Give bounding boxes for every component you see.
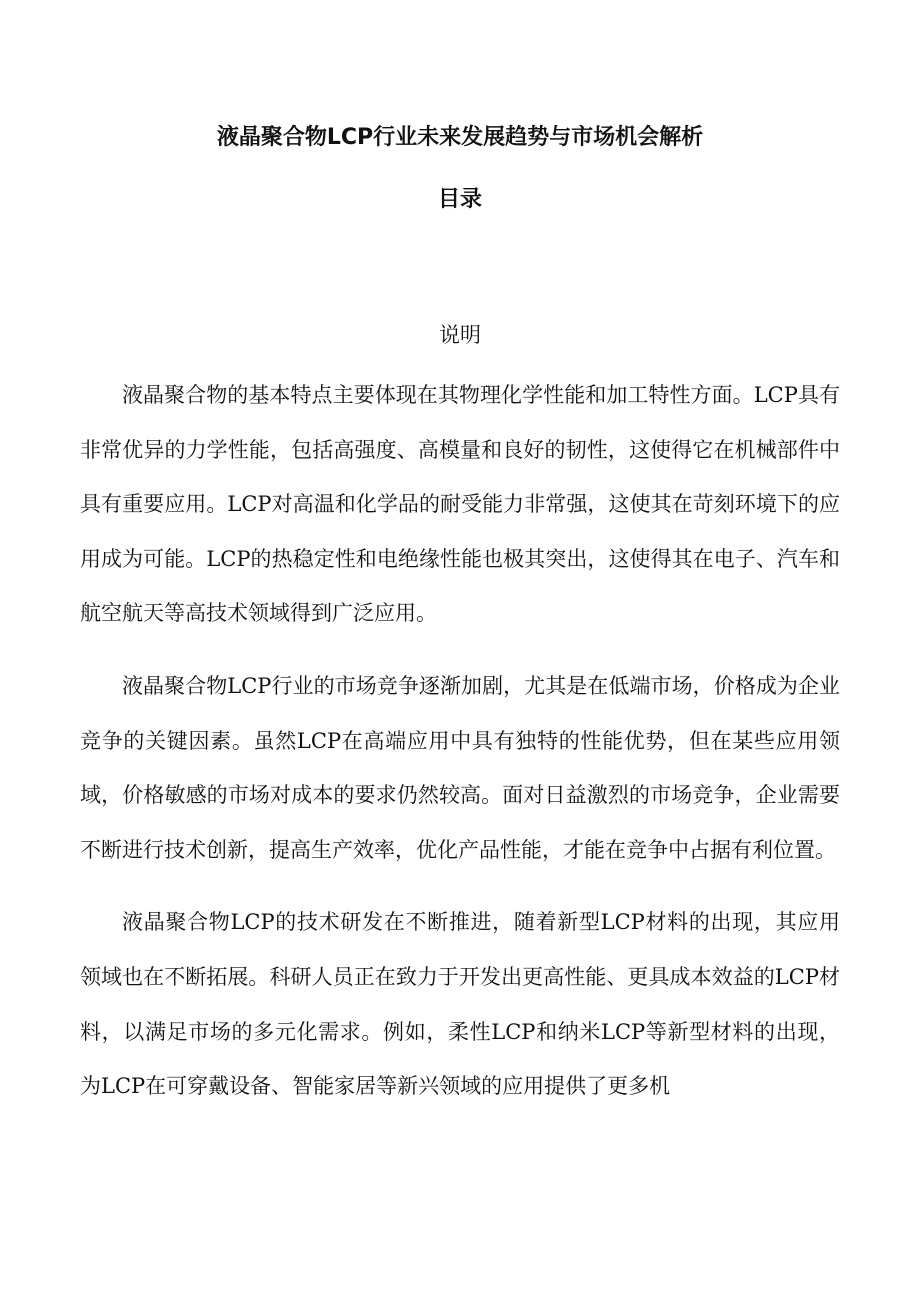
paragraph: 液晶聚合物的基本特点主要体现在其物理化学性能和加工特性方面。LCP具有非常优异的力学性能，包括高强度、高模量和良好的韧性，这使得它在机械部件中具有重要应用。LCP对高温和化学品的耐受能力非常强，这使其在苛刻环境下的应用成为可能。LCP的热稳定性和电绝缘性能也极其突出，这使得其在电子、汽车和航空航天等高技术领域得到广泛应用。 <box>80 383 840 626</box>
paragraph: 液晶聚合物LCP的技术研发在不断推进，随着新型LCP材料的出现，其应用领域也在不断拓展。科研人员正在致力于开发出更高性能、更具成本效益的LCP材料，以满足市场的多元化需求。例如，柔性LCP和纳米LCP等新型材料的出现，为LCP在可穿戴设备、智能家居等新兴领域的应用提供了更多机 <box>80 910 840 1099</box>
toc-heading: 目录 <box>437 187 482 212</box>
paragraph: 液晶聚合物LCP行业的市场竞争逐渐加剧，尤其是在低端市场，价格成为企业竞争的关键因素。虽然LCP在高端应用中具有独特的性能优势，但在某些应用领域，价格敏感的市场对成本的要求仍然较高。面对日益激烈的市场竞争，企业需要不断进行技术创新，提高生产效率，优化产品性能，才能在竞争中占据有利位置。 <box>80 673 840 862</box>
document-title: 液晶聚合物LCP行业未来发展趋势与市场机会解析 <box>216 125 704 150</box>
section-heading: 说明 <box>439 323 481 347</box>
body-text <box>80 368 840 1132</box>
